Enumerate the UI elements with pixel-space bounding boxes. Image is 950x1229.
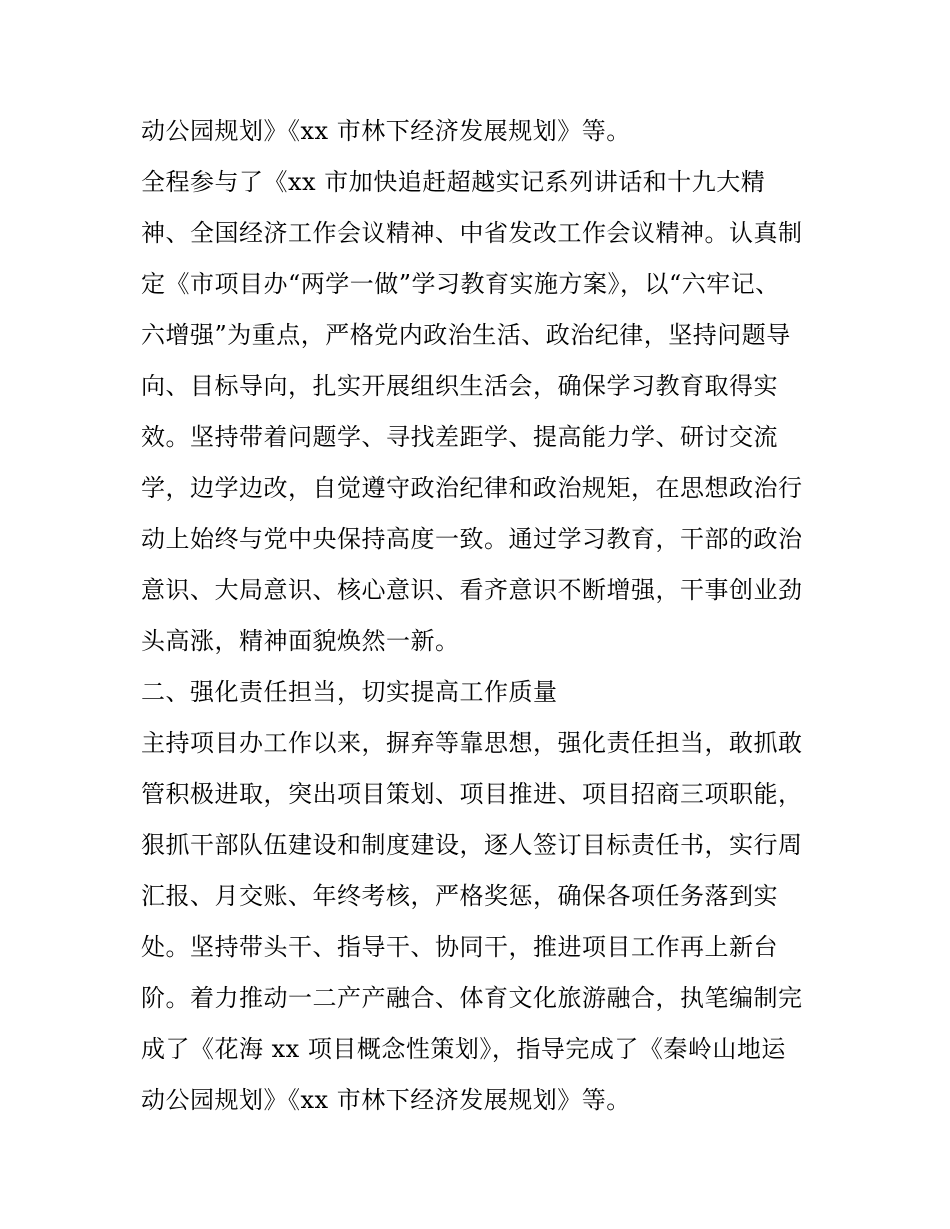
text-line: 管积极进取，突出项目策划、项目推进、项目招商三项职能， — [141, 780, 803, 808]
text-line: 阶。着力推动一二产产融合、体育文化旅游融合，执笔编制完 — [141, 984, 803, 1012]
text-line: 汇报、月交账、年终考核，严格奖惩，确保各项任务落到实 — [141, 882, 778, 910]
text-line: 头高涨，精神面貌焕然一新。 — [141, 627, 460, 655]
text-line: 动上始终与党中央保持高度一致。通过学习教育，干部的政治 — [141, 525, 803, 553]
text-line: 效。坚持带着问题学、寻找差距学、提高能力学、研讨交流 — [141, 423, 778, 451]
text-line: 定《市项目办“两学一做”学习教育实施方案》，以“六牢记、 — [141, 270, 780, 298]
text-line: 神、全国经济工作会议精神、中省发改工作会议精神。认真制 — [141, 219, 803, 247]
text-line: 狠抓干部队伍建设和制度建设，逐人签订目标责任书，实行周 — [141, 831, 803, 859]
text-line: 学，边学边改，自觉遵守政治纪律和政治规矩，在思想政治行 — [141, 474, 803, 502]
text-line: 向、目标导向，扎实开展组织生活会，确保学习教育取得实 — [141, 372, 778, 400]
body-text — [141, 106, 821, 1126]
text-line: 处。坚持带头干、指导干、协同干，推进项目工作再上新台 — [141, 933, 778, 961]
text-line: 全程参与了《xx 市加快追赶超越实记系列讲话和十九大精 — [141, 168, 766, 196]
text-line: 主持项目办工作以来，摒弃等靠思想，强化责任担当，敢抓敢 — [141, 729, 803, 757]
text-line: 成了《花海 xx 项目概念性策划》，指导完成了《秦岭山地运 — [141, 1035, 786, 1063]
text-line: 六增强”为重点，严格党内政治生活、政治纪律，坚持问题导 — [141, 321, 791, 349]
text-line: 动公园规划》《xx 市林下经济发展规划》等。 — [141, 117, 631, 145]
section-heading: 二、强化责任担当，切实提高工作质量 — [141, 678, 558, 706]
text-line: 动公园规划》《xx 市林下经济发展规划》等。 — [141, 1086, 631, 1114]
text-line: 意识、大局意识、核心意识、看齐意识不断增强，干事创业劲 — [141, 576, 803, 604]
